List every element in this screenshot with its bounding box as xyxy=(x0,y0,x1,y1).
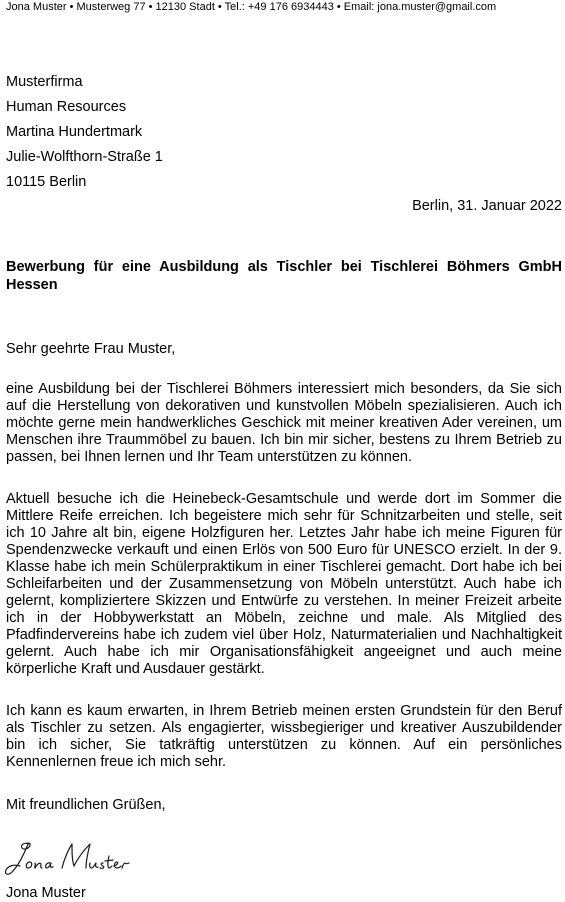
recipient-address-block xyxy=(6,70,163,195)
letter-subject: Bewerbung für eine Ausbildung als Tischler bei Tischlerei Böhmers GmbH Hessen xyxy=(6,259,562,293)
recipient-department: Human Resources xyxy=(6,99,127,115)
recipient-city: 10115 Berlin xyxy=(6,174,87,190)
recipient-contact: Martina Hundertmark xyxy=(6,124,143,140)
closing-phrase: Mit freundlichen Grüßen, xyxy=(6,797,166,813)
sender-address-line: Jona Muster • Musterweg 77 • 12130 Stadt • Tel.: +49 176 6934443 • Email: jona.muster@gmail.com xyxy=(6,1,497,13)
body-paragraph: eine Ausbildung bei der Tischlerei Böhmers interessiert mich besonders, da Sie sich auf die Herstellung von dekorativen und kunstvollen Möbeln spezialisieren. Auch ich möchte gerne mein handwerkliches Geschick mit meiner kreativen Ader vereinen, um Menschen ihre Traummöbel zu bauen. Ich bin mir sicher, bestens zu Ihrem Betrieb zu passen, bei Ihnen lernen und Ihr Team unterstützen zu können. xyxy=(6,381,562,465)
body-paragraph: Ich kann es kaum erwarten, in Ihrem Betrieb meinen ersten Grundstein für den Beruf als Tischler zu setzen. Als engagierter, wissbegieriger und kreativer Auszubildender bin ich sicher, Sie tatkräftig unterstützen zu können. Auf ein persönliches Kennenlernen freue ich mich sehr. xyxy=(6,703,562,770)
recipient-street: Julie-Wolfthorn-Straße 1 xyxy=(6,149,163,165)
body-paragraph: Aktuell besuche ich die Heinebeck-Gesamtschule und werde dort im Sommer die Mittlere Reife erreichen. Ich begeistere mich sehr für Schnitzarbeiten und stelle, seit ich 10 Jahre alt bin, eigene Holzfiguren her. Letztes Jahr habe ich meine Figuren für Spendenzwecke verkauft und einen Erlös von 500 Euro für UNESCO erzielt. In der 9. Klasse habe ich mein Schülerpraktikum in einer Tischlerei gemacht. Dort habe ich bei Schleifarbeiten und der Zusammensetzung von Möbeln unterstützt. Auch habe ich gelernt, kompliziertere Skizzen und Entwürfe zu verstehen. In meiner Freizeit arbeite ich in der Hobbywerkstatt an Möbeln, zeichne und male. Als Mitglied des Pfadfindervereins habe ich zudem viel über Holz, Naturmaterialien und Nachhaltigkeit gelernt. Auch habe ich mir Organisationsfähigkeit angeeignet und auch meine körperliche Kraft und Ausdauer gestärkt. xyxy=(6,491,562,677)
signer-name: Jona Muster xyxy=(6,885,86,901)
letter-date: Berlin, 31. Januar 2022 xyxy=(412,198,562,214)
recipient-company: Musterfirma xyxy=(6,74,83,90)
salutation: Sehr geehrte Frau Muster, xyxy=(6,341,176,357)
handwritten-signature xyxy=(0,836,150,882)
